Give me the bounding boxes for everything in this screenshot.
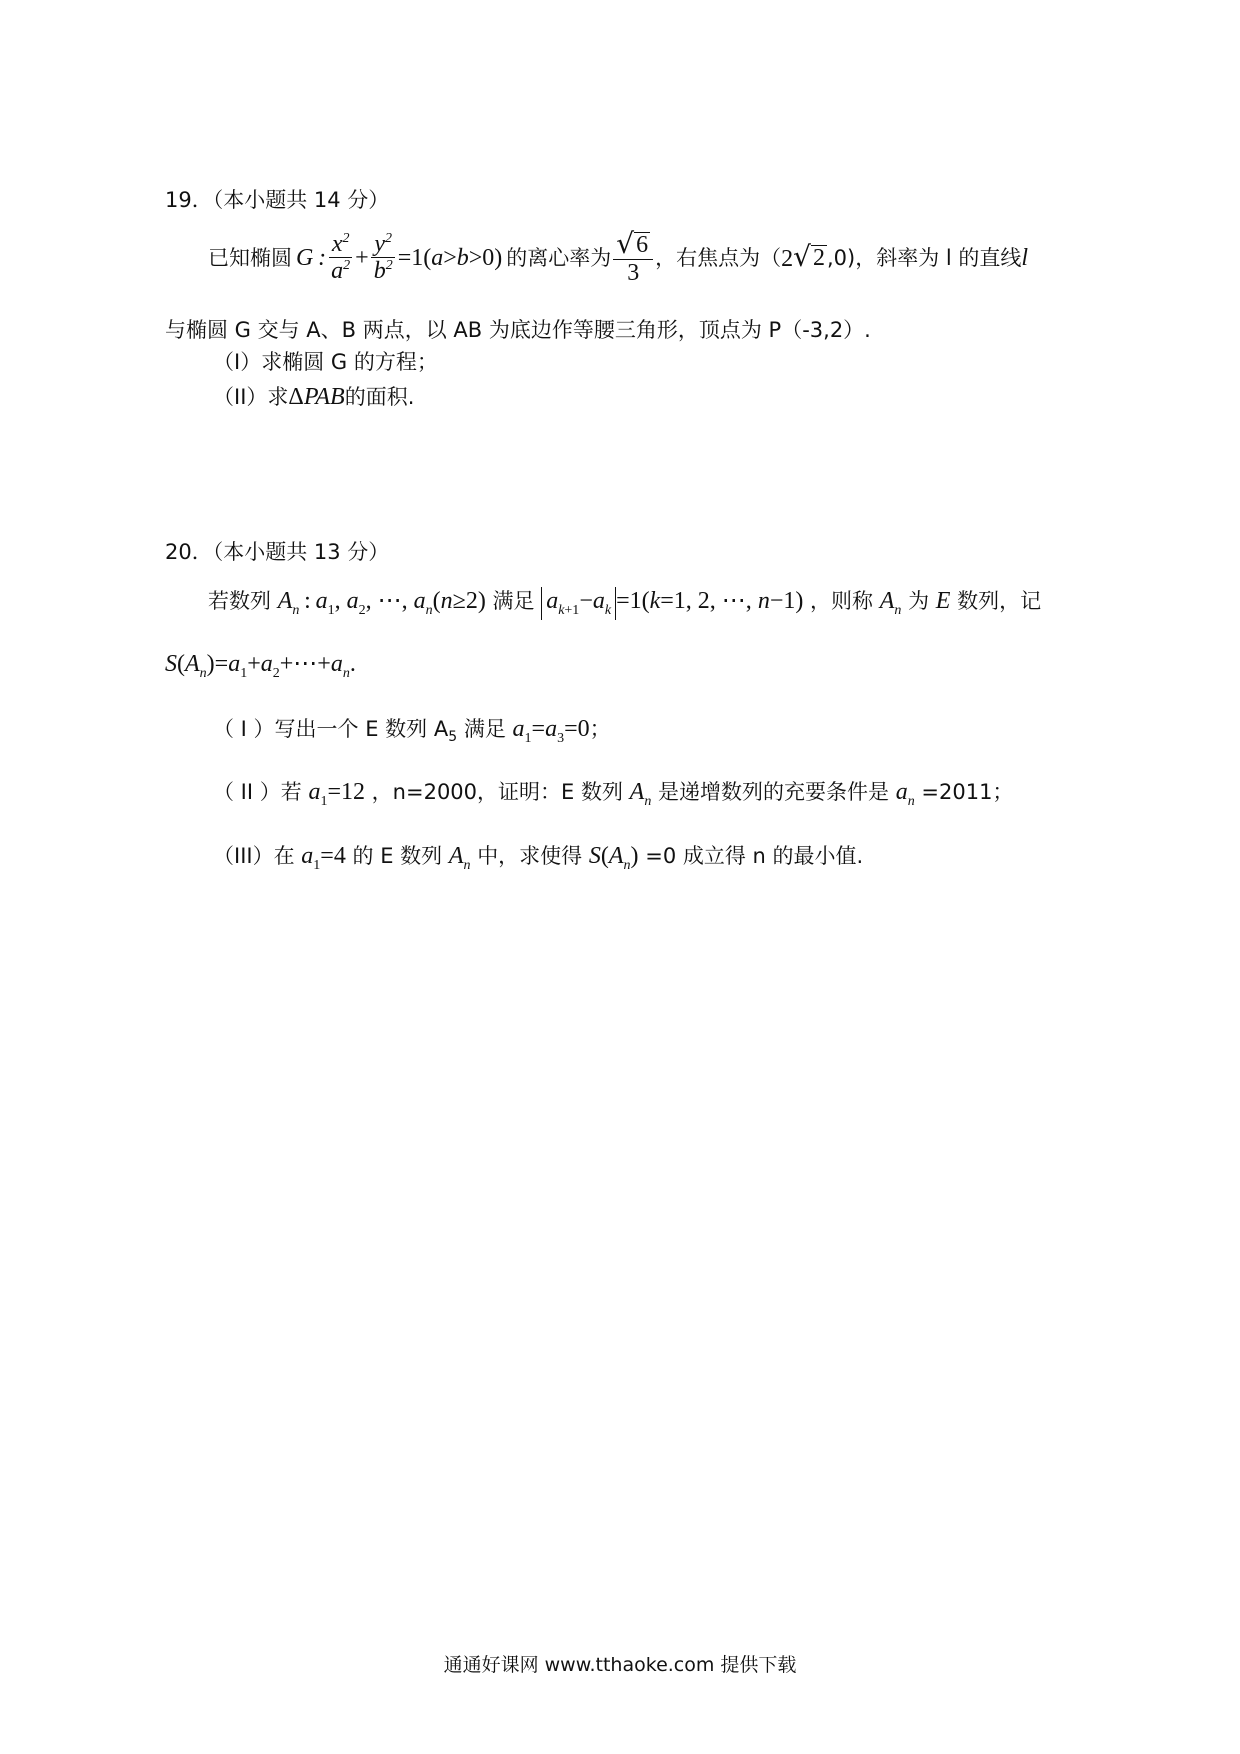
q19-part2-prefix: （II）求 bbox=[213, 385, 289, 409]
q20-part1-prefix: （ I ）写出一个 E 数列 A bbox=[213, 717, 449, 741]
sequence-an: $A_n$ bbox=[629, 779, 652, 809]
q19-intro-focus-end: ,0)，斜率为 l 的直线 bbox=[826, 245, 1022, 270]
q20-intro-line bbox=[208, 587, 1041, 620]
q19-part1: （I）求椭圆 G 的方程； bbox=[213, 350, 438, 374]
q20-part1-sub: 5 bbox=[448, 729, 458, 746]
q20-intro-end: 数列，记 bbox=[957, 589, 1042, 613]
line-symbol: l bbox=[1021, 244, 1029, 271]
fraction-x2-a2: $\frac{x^2}{a^2}$ bbox=[328, 232, 353, 285]
q20-part1-end: ； bbox=[589, 717, 611, 741]
sum-definition: $S(A_n)=a_1+a_2+\cdots+a_n$. bbox=[165, 651, 356, 681]
q20-part1-mid: 满足 bbox=[463, 717, 506, 741]
q19-part2-suffix: 的面积. bbox=[344, 385, 415, 409]
q19-line2: 与椭圆 G 交与 A、B 两点，以 AB 为底边作等腰三角形，顶点为 P（-3,2）. bbox=[165, 318, 871, 342]
q20-part3-mid2: 中，求使得 bbox=[477, 844, 583, 868]
q20-part3 bbox=[213, 842, 863, 875]
q20-part3-end: =0 成立得 n 的最小值. bbox=[645, 844, 864, 868]
q19-intro-focus: ，右焦点为（ bbox=[655, 245, 782, 270]
q20-part1 bbox=[213, 715, 611, 748]
fraction-y2-b2: $\frac{y^2}{b^2}$ bbox=[371, 232, 396, 285]
eccentricity-value: √ 6 3 bbox=[613, 230, 653, 287]
difference-condition: $a_{k+1}-a_k =1(k=1$, 2, ⋯, n−1) bbox=[541, 588, 803, 614]
q20-intro-as: 为 bbox=[908, 589, 930, 613]
sequence-an-2: $A_n$ bbox=[448, 843, 471, 873]
focus-x-value: 2 √ 2 bbox=[781, 239, 825, 273]
footer-text: 通通好课网 www.tthaoke.com 提供下载 bbox=[443, 1654, 797, 1676]
ellipse-condition: =1(a>b>0) bbox=[397, 244, 503, 271]
sum-s-an: $S(A_n)$ bbox=[588, 843, 639, 873]
q19-intro-prefix: 已知椭圆 bbox=[208, 245, 292, 270]
q20-part2 bbox=[213, 778, 1013, 811]
ellipse-name: G : bbox=[296, 244, 327, 271]
q20-intro-mid: 满足 bbox=[492, 589, 535, 613]
q20-part3-prefix: （III）在 bbox=[213, 844, 295, 868]
q20-part2-prefix: （ II ）若 bbox=[213, 780, 302, 804]
q20-part2-mid: ，n=2000，证明：E 数列 bbox=[371, 780, 623, 804]
triangle-pab: ΔPAB bbox=[288, 384, 345, 410]
q20-part2-mid2: 是递增数列的充要条件是 bbox=[658, 780, 890, 804]
q20-part2-end: =2011； bbox=[921, 780, 1014, 804]
q19-intro-line: 已知椭圆 G : $\frac{x^2}{a^2}$ + $\frac{y^2}{b^2}$ =1(a>b>0) 的离心率为 √ 6 3 ，右焦点为（ 2 √ 2 ,0)，斜率为 l 的直线 l bbox=[208, 227, 1029, 287]
sequence-name: $A_n$ bbox=[879, 588, 902, 618]
q20-part3-mid: 的 E 数列 bbox=[352, 844, 443, 868]
condition-a1-12: $a_1=12$ bbox=[308, 779, 365, 809]
q19-part2 bbox=[213, 383, 414, 412]
q20-intro-then: ，则称 bbox=[810, 589, 874, 613]
e-symbol: E bbox=[935, 588, 951, 614]
sequence-definition: $A_n$ : $a_1$, $a_2$, ⋯, $a_n(n\ge 2)$ bbox=[277, 588, 486, 618]
q20-heading: 20．（本小题共 13 分） bbox=[165, 540, 390, 564]
condition-a1-a3: $a_1=a_3=0$ bbox=[512, 716, 590, 746]
condition-a1-4: $a_1=4$ bbox=[301, 843, 346, 873]
q20-intro-prefix: 若数列 bbox=[208, 589, 271, 613]
q19-intro-mid: 的离心率为 bbox=[506, 245, 612, 270]
term-an: $a_n$ bbox=[895, 779, 915, 809]
q19-heading: 19．（本小题共 14 分） bbox=[165, 188, 390, 212]
